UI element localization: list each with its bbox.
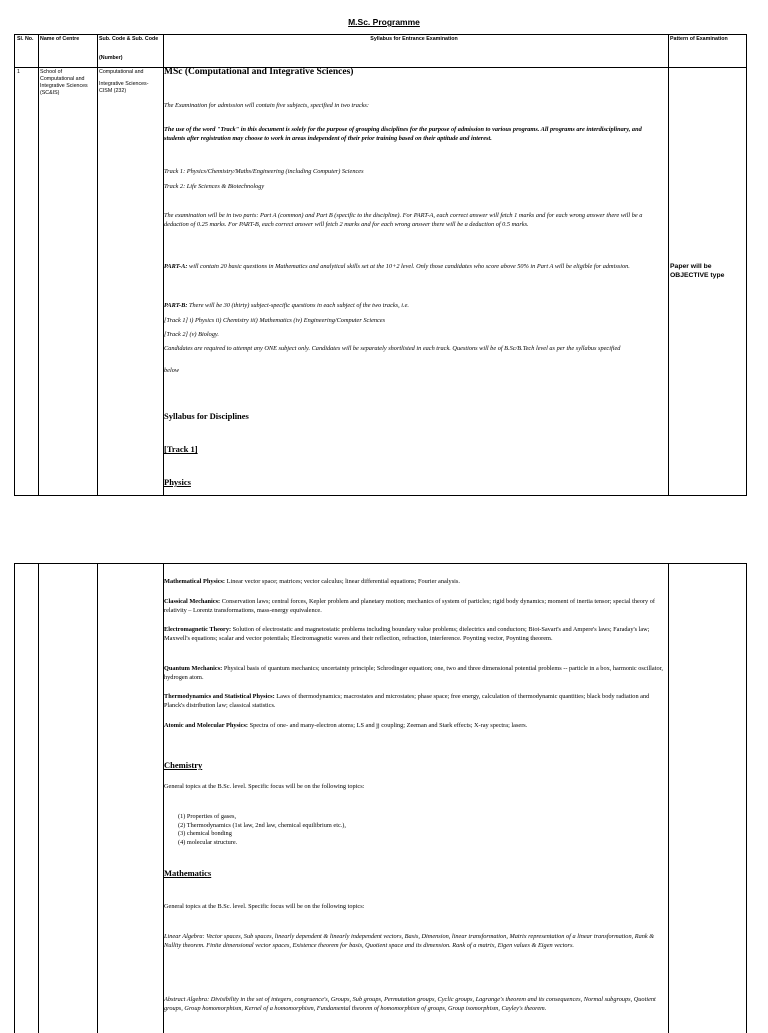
physics-topic-quantum: [164, 665, 664, 682]
physics-topic-atomic: [164, 722, 664, 731]
physics-topic-mathematical: [164, 578, 664, 587]
header-centre: Name of Centre: [40, 36, 80, 42]
part-a-label: PART-A:: [164, 263, 188, 270]
header-pattern: Pattern of Examination: [670, 36, 728, 42]
topic-text: Spectra of one- and many-electron atoms; LS and jj coupling; Zeeman and Stark effects; X-ray spectra; lasers.: [248, 722, 528, 729]
topic-label: Classical Mechanics:: [164, 598, 221, 605]
part-a-text: [164, 263, 664, 272]
row-sub-code-line2: Integrative Sciences- CISM (232): [99, 81, 149, 94]
chemistry-topic-list: [178, 813, 658, 847]
track-note: The use of the word "Track" in this document is solely for the purpose of grouping disciplines for the purpose of admission to various programs. All programs are interdisciplinary, and students after registration may choose to work in areas independent of their prior training based on their aptitude and interest.: [164, 126, 642, 142]
physics-heading: Physics: [164, 477, 191, 487]
physics-topic-electromagnetic: [164, 626, 664, 643]
track1-line: Track 1: Physics/Chemistry/Maths/Engineering (including Computer) Sciences: [164, 168, 364, 175]
part-a-body: will contain 20 basic questions in Mathematics and analytical skills set at the 10+2 level. Only those candidates who score above 50% in Part A will be eligible for admission.: [187, 263, 630, 270]
part-b-label: PART-B:: [164, 302, 188, 309]
topic-text: Physical basis of quantum mechanics; uncertainty principle; Schrodinger equation; one, two and three dimensional potential problems -- particle in a box, harmonic oscillator, hydrogen atom.: [164, 665, 664, 681]
part-b-track1: [Track 1] i) Physics ii) Chemistry iii) Mathematics (iv) Engineering/Computer Sciences: [164, 317, 386, 324]
topic-text: Conservation laws; central forces, Kepler problem and planetary motion; mechanics of system of particles; rigid body dynamics; moment of inertia tensor; special theory of relativity – Lorentz transformations, mass-energy equivalence.: [164, 598, 656, 614]
row-sub-code-line1: Computational and: [99, 69, 144, 75]
topic-label: Atomic and Molecular Physics:: [164, 722, 249, 729]
mathematics-intro: General topics at the B.Sc. level. Specific focus will be on the following topics:: [164, 903, 365, 910]
below-text: below: [164, 367, 180, 374]
track2-line: Track 2: Life Sciences & Biotechnology: [164, 183, 265, 190]
physics-topic-classical: [164, 598, 664, 615]
programme-heading: MSc (Computational and Integrative Sciences): [164, 67, 354, 77]
header-sl-no: Sl. No.: [17, 36, 34, 42]
list-item: (3) chemical bonding: [178, 830, 232, 838]
track1-heading: [Track 1]: [164, 444, 198, 454]
header-sub-code-number: (Number): [99, 55, 123, 61]
list-item: (1) Properties of gases,: [178, 813, 237, 820]
row-sl-no: 1: [17, 69, 20, 75]
topic-label: Quantum Mechanics:: [164, 665, 223, 672]
row-pattern: Paper will be OBJECTIVE type: [670, 263, 725, 279]
row-centre: School of Computational and Integrative Sciences (SC&IS): [40, 69, 88, 96]
part-b-track2: [Track 2] (v) Biology.: [164, 331, 219, 338]
intro-text: The Examination for admission will contain five subjects, specified in two tracks:: [164, 102, 369, 109]
topic-text: Solution of electrostatic and magnetostatic problems including boundary value problems; dielectrics and conductors; Biot-Savart's and Ampere's laws; Faraday's law; Maxwell's equations; scalar and vector potentials; Electromagnetic waves and their reflection, refraction, interference. Poynting vector, Poynting theorem.: [164, 626, 650, 642]
syllabus-heading: Syllabus for Disciplines: [164, 411, 249, 421]
topic-label: Mathematical Physics:: [164, 578, 226, 585]
list-item: (4) molecular structure.: [178, 838, 238, 846]
part-b-body: There will be 30 (thirty) subject-specific questions in each subject of the two tracks, i.e.: [187, 302, 409, 309]
topic-label: Electromagnetic Theory:: [164, 626, 232, 633]
header-syllabus: Syllabus for Entrance Examination: [370, 36, 458, 42]
document-title: M.Sc. Programme: [348, 17, 420, 27]
chemistry-intro: General topics at the B.Sc. level. Specific focus will be on the following topics:: [164, 783, 365, 790]
abstract-algebra-text: Abstract Algebra: Divisibility in the set of integers, congruence's, Groups, Sub groups, Permutation groups, Cyclic groups, Lagrange's theorem and its consequences, Normal subgroups, Quotient groups, Group homomorphism, Kernel of a homomorphism, Fundamental theorem of homomorphism of groups, Group isomorphism, Cayley's theorem.: [164, 996, 656, 1012]
topic-text: Linear vector space; matrices; vector calculus; linear differential equations; Fourier analysis.: [225, 578, 460, 585]
chemistry-heading: Chemistry: [164, 760, 203, 770]
topic-label: Thermodynamics and Statistical Physics:: [164, 693, 275, 700]
list-item: (2) Thermodynamics (1st law, 2nd law, chemical equilibrium etc.),: [178, 821, 346, 829]
physics-topic-thermo: [164, 693, 664, 710]
linear-algebra-text: Linear Algebra: Vector spaces, Sub spaces, linearly dependent & linearly independent vectors, Basis, Dimension, linear transformation, Matrix representation of a linear transformation, Rank & Nullity theorem. Finite dimensional vector spaces, Existence theorem for basis, Quotient space and its dimension. Rank of a matrix, Eigen values & Eigen vectors.: [164, 933, 655, 949]
exam-parts-text: The examination will be in two parts: Part A (common) and Part B (specific to the discipline). For PART-A, each correct answer will fetch 1 marks and for each wrong answer there will be a deduction of 0.25 marks. For PART-B, each correct answer will fetch 2 marks and for each wrong answer there will be a deduction of 0.5 marks.: [164, 212, 643, 228]
candidates-text: Candidates are required to attempt any ONE subject only. Candidates will be separately shortlisted in each track. Questions will be of B.Sc/B.Tech level as per the syllabus specified: [164, 345, 621, 352]
topic-text: Laws of thermodynamics; macrostates and microstates; phase space; free energy, calculation of thermodynamic quantities; black body radiation and Planck's distribution law; classical statistics.: [164, 693, 650, 709]
mathematics-heading: Mathematics: [164, 868, 212, 878]
part-b-text: [164, 302, 664, 311]
header-sub-code: Sub. Code & Sub. Code: [99, 36, 159, 42]
